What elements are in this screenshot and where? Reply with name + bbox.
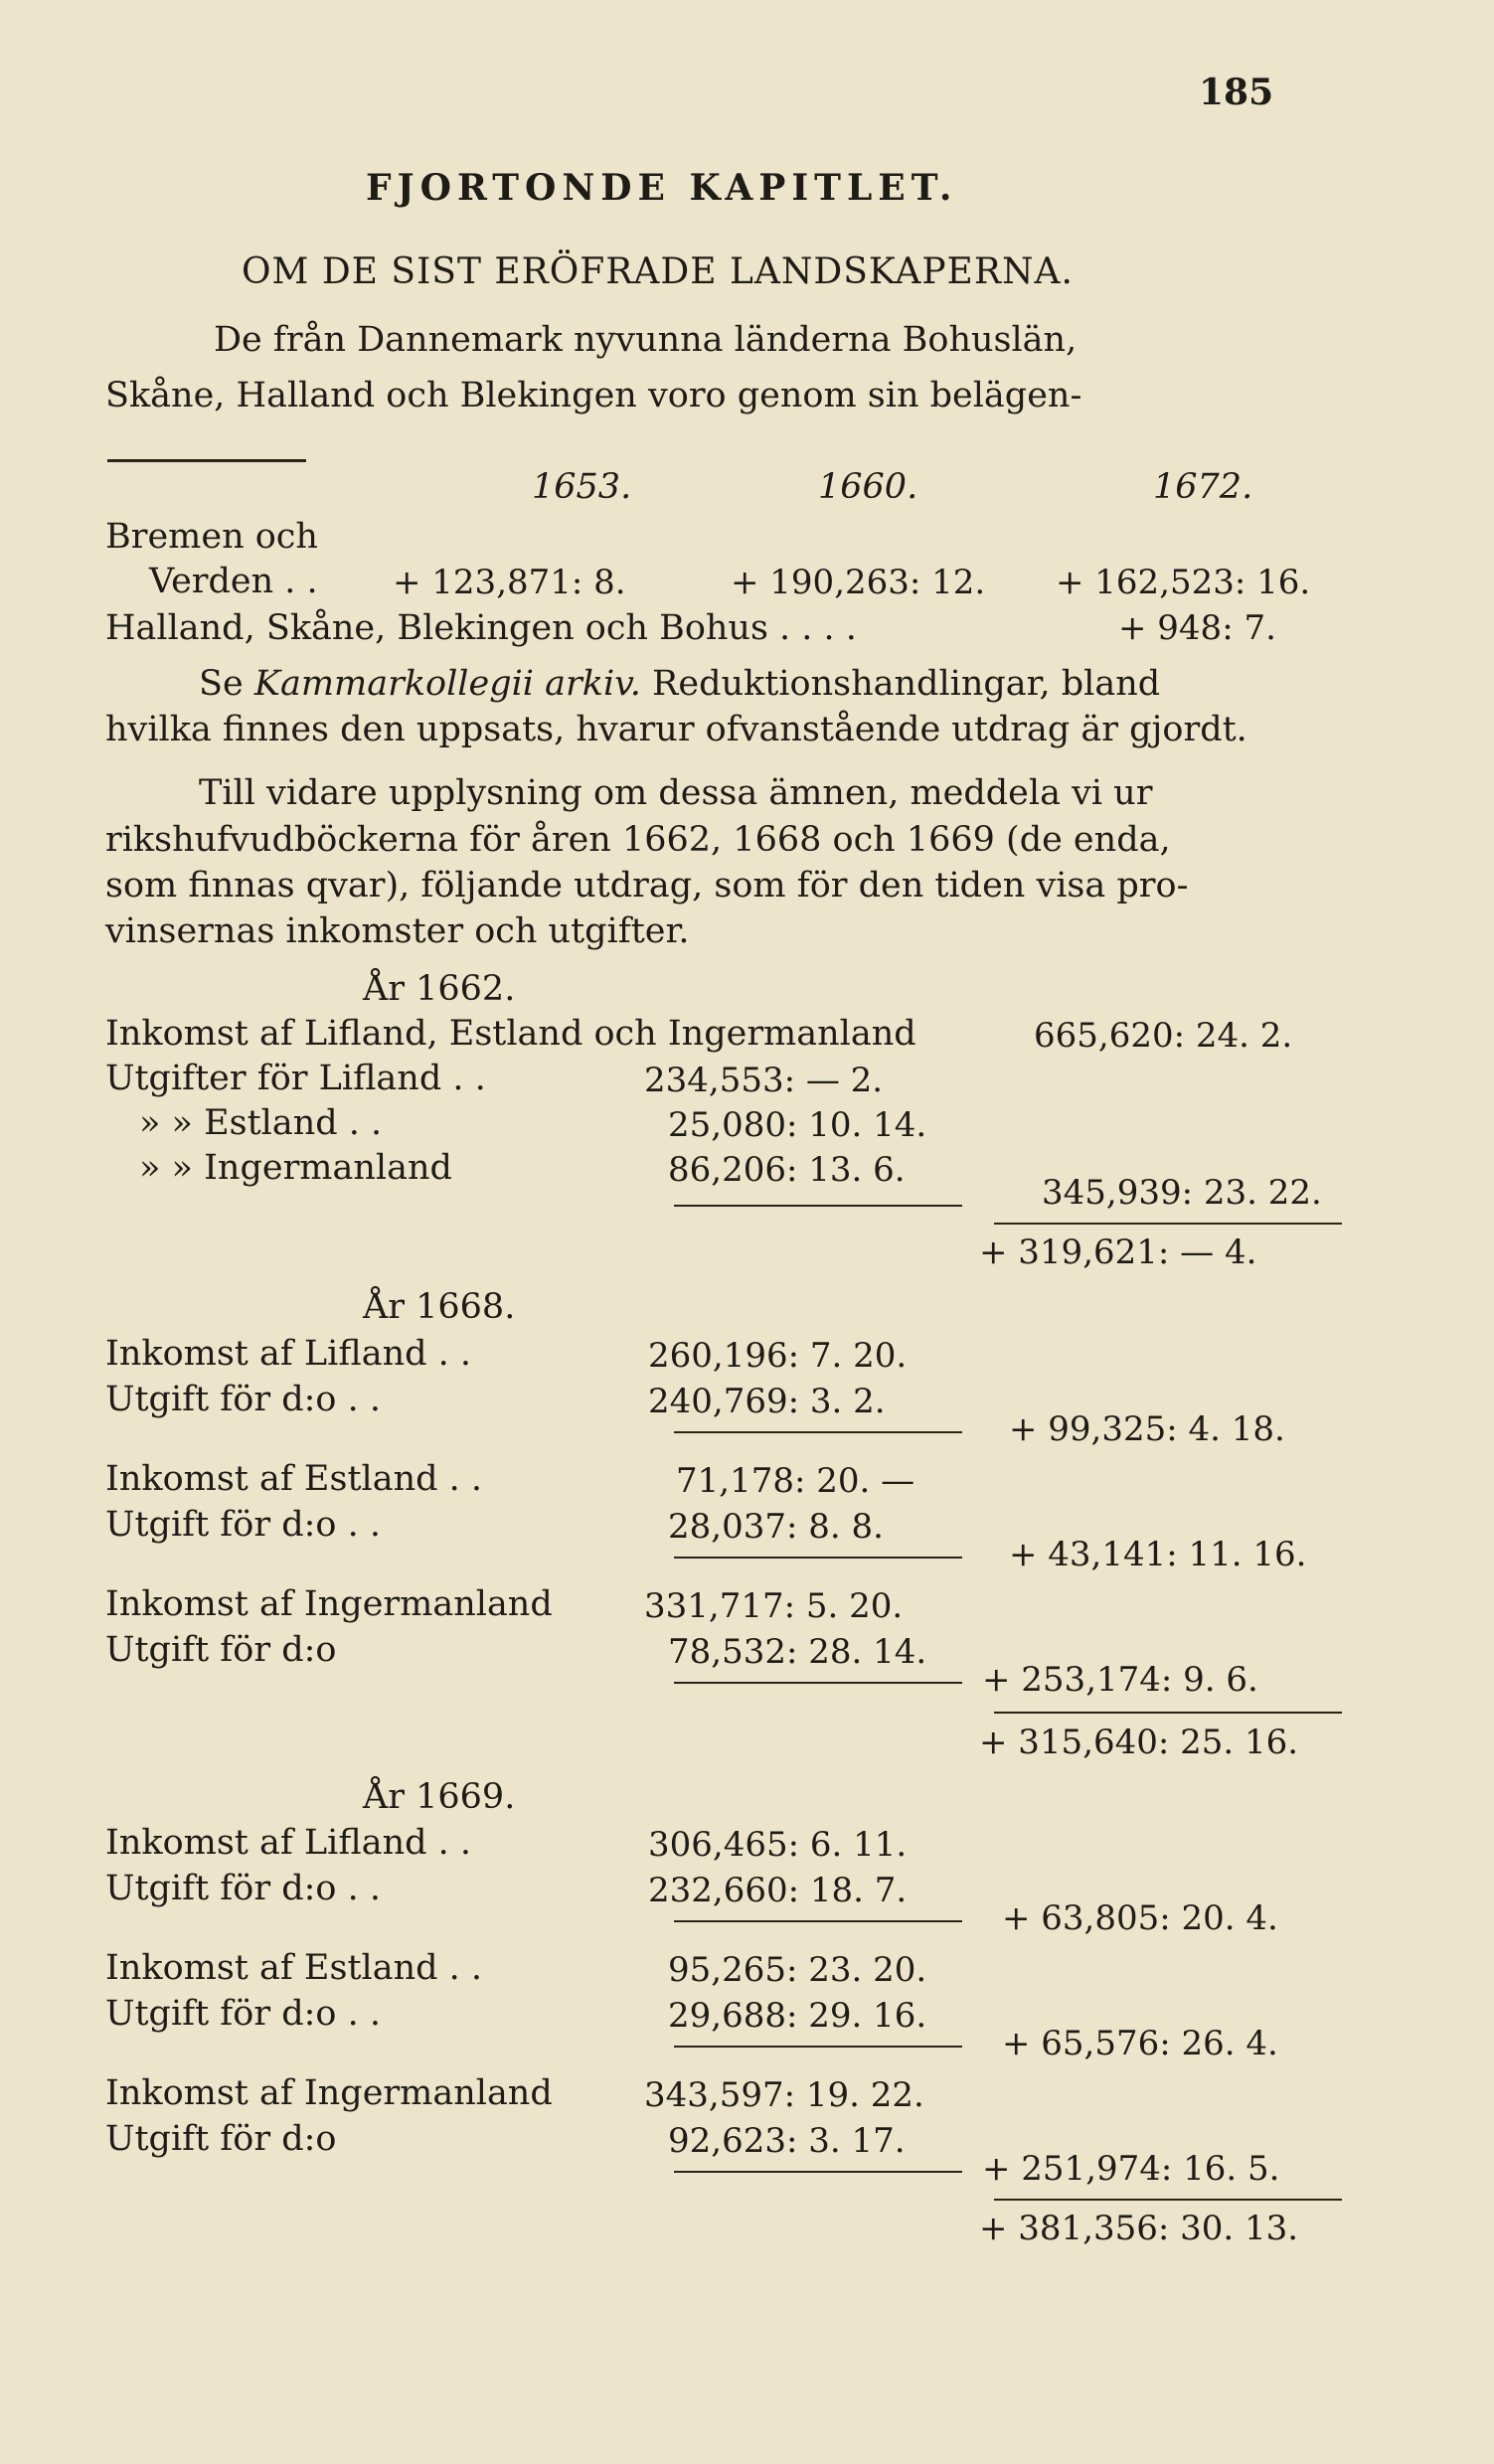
y1668-exp-label: Utgift för d:o [105,1630,337,1670]
y1668-inc-label: Inkomst af Lifland . . [105,1334,472,1374]
year-header-1672: 1672. [1153,467,1253,507]
y1668-net: + 253,174: 9. 6. [982,1660,1258,1700]
y1669-inc-label: Inkomst af Lifland . . [105,1823,472,1863]
note-source: Kammarkollegii arkiv. [253,664,641,704]
y1669-inc-label: Inkomst af Estland . . [105,1948,483,1988]
y1669-exp-value: 29,688: 29. 16. [668,1996,927,2036]
halland-label: Halland, Skåne, Blekingen och Bohus . . . . [105,608,857,648]
y1669-inc-value: 343,597: 19. 22. [644,2075,924,2115]
page-number: 185 [1199,72,1274,113]
y1668-exp-value: 28,037: 8. 8. [668,1507,884,1547]
y1669-exp-value: 92,623: 3. 17. [668,2121,906,2161]
y1668-inc-value: 260,196: 7. 20. [648,1336,908,1376]
y1669-exp-label: Utgift för d:o . . [105,1869,381,1908]
y1668-inc-label: Inkomst af Estland . . [105,1459,483,1499]
bremen-label-1: Bremen och [105,517,318,557]
y1662-income-label: Inkomst af Lifland, Estland och Ingermanland [105,1014,916,1054]
note-line-1 [199,664,1160,704]
y1662-row-label: Utgifter för Lifland . . [105,1059,486,1098]
y1669-inc-label: Inkomst af Ingermanland [105,2073,553,2113]
year-1669-heading: År 1669. [363,1777,516,1817]
intro-line-2: Skåne, Halland och Blekingen voro genom sin belägen- [105,376,1082,415]
y1669-rule [674,2046,962,2048]
y1662-row-value: 25,080: 10. 14. [668,1105,927,1145]
chapter-title: FJORTONDE KAPITLET. [366,167,958,209]
y1669-exp-label: Utgift för d:o [105,2119,337,2159]
y1669-inc-value: 95,265: 23. 20. [668,1950,927,1990]
year-1668-heading: År 1668. [363,1287,516,1327]
y1669-exp-value: 232,660: 18. 7. [648,1871,908,1910]
bremen-1672-value: + 162,523: 16. [1056,563,1311,602]
y1668-inc-value: 331,717: 5. 20. [644,1586,904,1626]
y1662-row-label: » » Estland . . [139,1103,383,1143]
note-prefix: Se [199,664,244,704]
y1668-total: + 315,640: 25. 16. [979,1723,1299,1762]
y1669-net: + 63,805: 20. 4. [1002,1898,1278,1938]
y1668-inc-label: Inkomst af Ingermanland [105,1584,553,1624]
year-1662-heading: År 1662. [363,969,516,1009]
y1668-exp-value: 78,532: 28. 14. [668,1632,927,1672]
section-title: OM DE SIST ERÖFRADE LANDSKAPERNA. [242,251,1074,292]
y1662-net: + 319,621: — 4. [979,1232,1257,1272]
y1662-sum: 345,939: 23. 22. [1042,1173,1322,1213]
y1668-exp-label: Utgift för d:o . . [105,1505,381,1545]
y1668-exp-label: Utgift för d:o . . [105,1380,381,1419]
note-line-2: hvilka finnes den uppsats, hvarur ofvanstående utdrag är gjordt. [105,710,1247,749]
para2-line-1: Till vidare upplysning om dessa ämnen, meddela vi ur [199,773,1153,813]
y1662-row-value: 86,206: 13. 6. [668,1150,906,1190]
y1662-sum-rule [674,1205,962,1207]
y1669-net: + 251,974: 16. 5. [982,2149,1280,2189]
y1668-rule [674,1682,962,1684]
para2-line-3: som finnas qvar), följande utdrag, som för den tiden visa pro- [105,866,1189,905]
y1662-income-value: 665,620: 24. 2. [1034,1016,1293,1056]
intro-line-1: De från Dannemark nyvunna länderna Bohuslän, [214,320,1078,360]
y1668-rule [674,1557,962,1559]
footnote-rule [107,459,306,462]
y1668-total-rule [994,1712,1342,1714]
halland-value: + 948: 7. [1118,608,1276,648]
bremen-1660-value: + 190,263: 12. [731,563,986,602]
y1668-exp-value: 240,769: 3. 2. [648,1382,886,1421]
y1669-total-rule [994,2199,1342,2201]
year-header-1653: 1653. [532,467,632,507]
y1668-rule [674,1431,962,1433]
y1662-net-rule [994,1223,1342,1225]
y1668-net: + 99,325: 4. 18. [1009,1409,1285,1449]
y1669-inc-value: 306,465: 6. 11. [648,1825,908,1865]
para2-line-4: vinsernas inkomster och utgifter. [105,911,690,951]
y1669-rule [674,1920,962,1922]
note-rest: Reduktionshandlingar, bland [652,664,1161,704]
bremen-1653-value: + 123,871: 8. [393,563,626,602]
y1662-row-label: » » Ingermanland [139,1148,452,1188]
para2-line-2: rikshufvudböckerna för åren 1662, 1668 och 1669 (de enda, [105,820,1171,860]
y1669-net: + 65,576: 26. 4. [1002,2024,1278,2063]
y1669-total: + 381,356: 30. 13. [979,2209,1299,2248]
year-header-1660: 1660. [818,467,918,507]
y1662-row-value: 234,553: — 2. [644,1061,884,1100]
y1668-inc-value: 71,178: 20. — [676,1461,915,1501]
y1668-net: + 43,141: 11. 16. [1009,1535,1307,1574]
y1669-rule [674,2171,962,2173]
bremen-label-2: Verden . . [149,562,318,601]
y1669-exp-label: Utgift för d:o . . [105,1994,381,2034]
